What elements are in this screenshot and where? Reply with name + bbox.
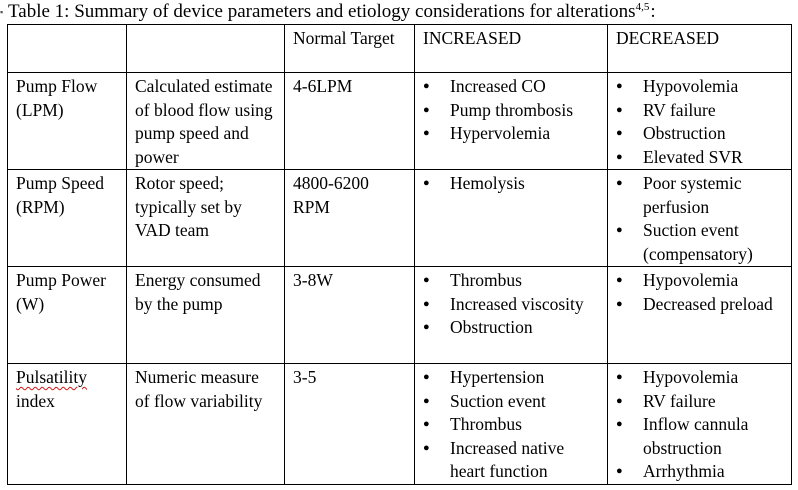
decreased-list — [616, 269, 783, 316]
list-item: ● RV failure — [616, 390, 783, 414]
header-cell-normal-target: Normal Target — [285, 25, 415, 73]
header-cell-parameter — [8, 25, 127, 73]
table-header-row — [8, 25, 792, 73]
parameter-cell — [8, 364, 127, 485]
decreased-list — [616, 75, 783, 169]
parameter-cell: Pump Speed (RPM) — [8, 170, 127, 267]
parameter-cell: Pump Flow (LPM) — [8, 73, 127, 170]
device-parameter-table — [7, 24, 792, 485]
list-item: ● Hypertension — [423, 366, 599, 390]
list-item: ● Obstruction — [423, 316, 599, 340]
list-item: ● Suction event (compensatory) — [616, 219, 783, 266]
increased-cell — [415, 170, 608, 267]
decreased-cell — [608, 73, 792, 170]
table-row-pump-flow — [8, 73, 792, 170]
header-cell-increased: INCREASED — [415, 25, 608, 73]
list-item: ● Thrombus — [423, 413, 599, 437]
increased-list — [423, 366, 599, 484]
increased-list — [423, 172, 599, 196]
list-item: ● Hemolysis — [423, 172, 599, 196]
parameter-cell: Pump Power (W) — [8, 267, 127, 364]
list-item: ● Pump thrombosis — [423, 99, 599, 123]
decreased-cell — [608, 364, 792, 485]
description-cell: Calculated estimate of blood flow using pump speed and power — [127, 73, 285, 170]
list-item: ● RV failure — [616, 99, 783, 123]
list-item: ● Increased viscosity — [423, 293, 599, 317]
list-item: ● Hypovolemia — [616, 75, 783, 99]
normal-target-cell: 4-6LPM — [285, 73, 415, 170]
normal-target-cell: 3-5 — [285, 364, 415, 485]
list-item: ● Decreased preload — [616, 293, 783, 317]
list-item: ● Suction event — [423, 390, 599, 414]
list-item: ● Arrhythmia — [616, 460, 783, 484]
list-item: ● Obstruction — [616, 122, 783, 146]
header-cell-description — [127, 25, 285, 73]
increased-cell — [415, 73, 608, 170]
parameter-name-spellcheck: Pulsatility — [16, 367, 87, 387]
table-row-pulsatility-index — [8, 364, 792, 485]
list-item: ● Thrombus — [423, 269, 599, 293]
header-cell-decreased: DECREASED — [608, 25, 792, 73]
increased-list — [423, 75, 599, 146]
table-row-pump-speed — [8, 170, 792, 267]
paragraph-anchor-marker: ▪ — [0, 7, 4, 17]
list-item: ● Increased CO — [423, 75, 599, 99]
decreased-cell — [608, 267, 792, 364]
parameter-name-suffix: index — [16, 390, 55, 411]
list-item: ● Elevated SVR — [616, 146, 783, 170]
decreased-list — [616, 172, 783, 266]
decreased-cell — [608, 170, 792, 267]
list-item: ● Hypervolemia — [423, 122, 599, 146]
normal-target-cell: 3-8W — [285, 267, 415, 364]
list-item: ● Inflow cannula obstruction — [616, 413, 783, 460]
caption-citation: 4,5 — [635, 1, 650, 13]
decreased-list — [616, 366, 783, 484]
description-cell: Energy consumed by the pump — [127, 267, 285, 364]
list-item: ● Hypovolemia — [616, 366, 783, 390]
table-row-pump-power — [8, 267, 792, 364]
increased-list — [423, 269, 599, 340]
caption-suffix: : — [650, 1, 656, 22]
normal-target-cell: 4800-6200 RPM — [285, 170, 415, 267]
list-item: ● Poor systemic perfusion — [616, 172, 783, 219]
increased-cell — [415, 267, 608, 364]
description-cell: Numeric measure of flow variability — [127, 364, 285, 485]
description-cell: Rotor speed; typically set by VAD team — [127, 170, 285, 267]
list-item: ● Hypovolemia — [616, 269, 783, 293]
table-caption — [8, 0, 656, 24]
caption-text: Table 1: Summary of device parameters and etiology considerations for alterations — [8, 1, 636, 22]
list-item: ● Increased native heart function — [423, 437, 599, 484]
increased-cell — [415, 364, 608, 485]
